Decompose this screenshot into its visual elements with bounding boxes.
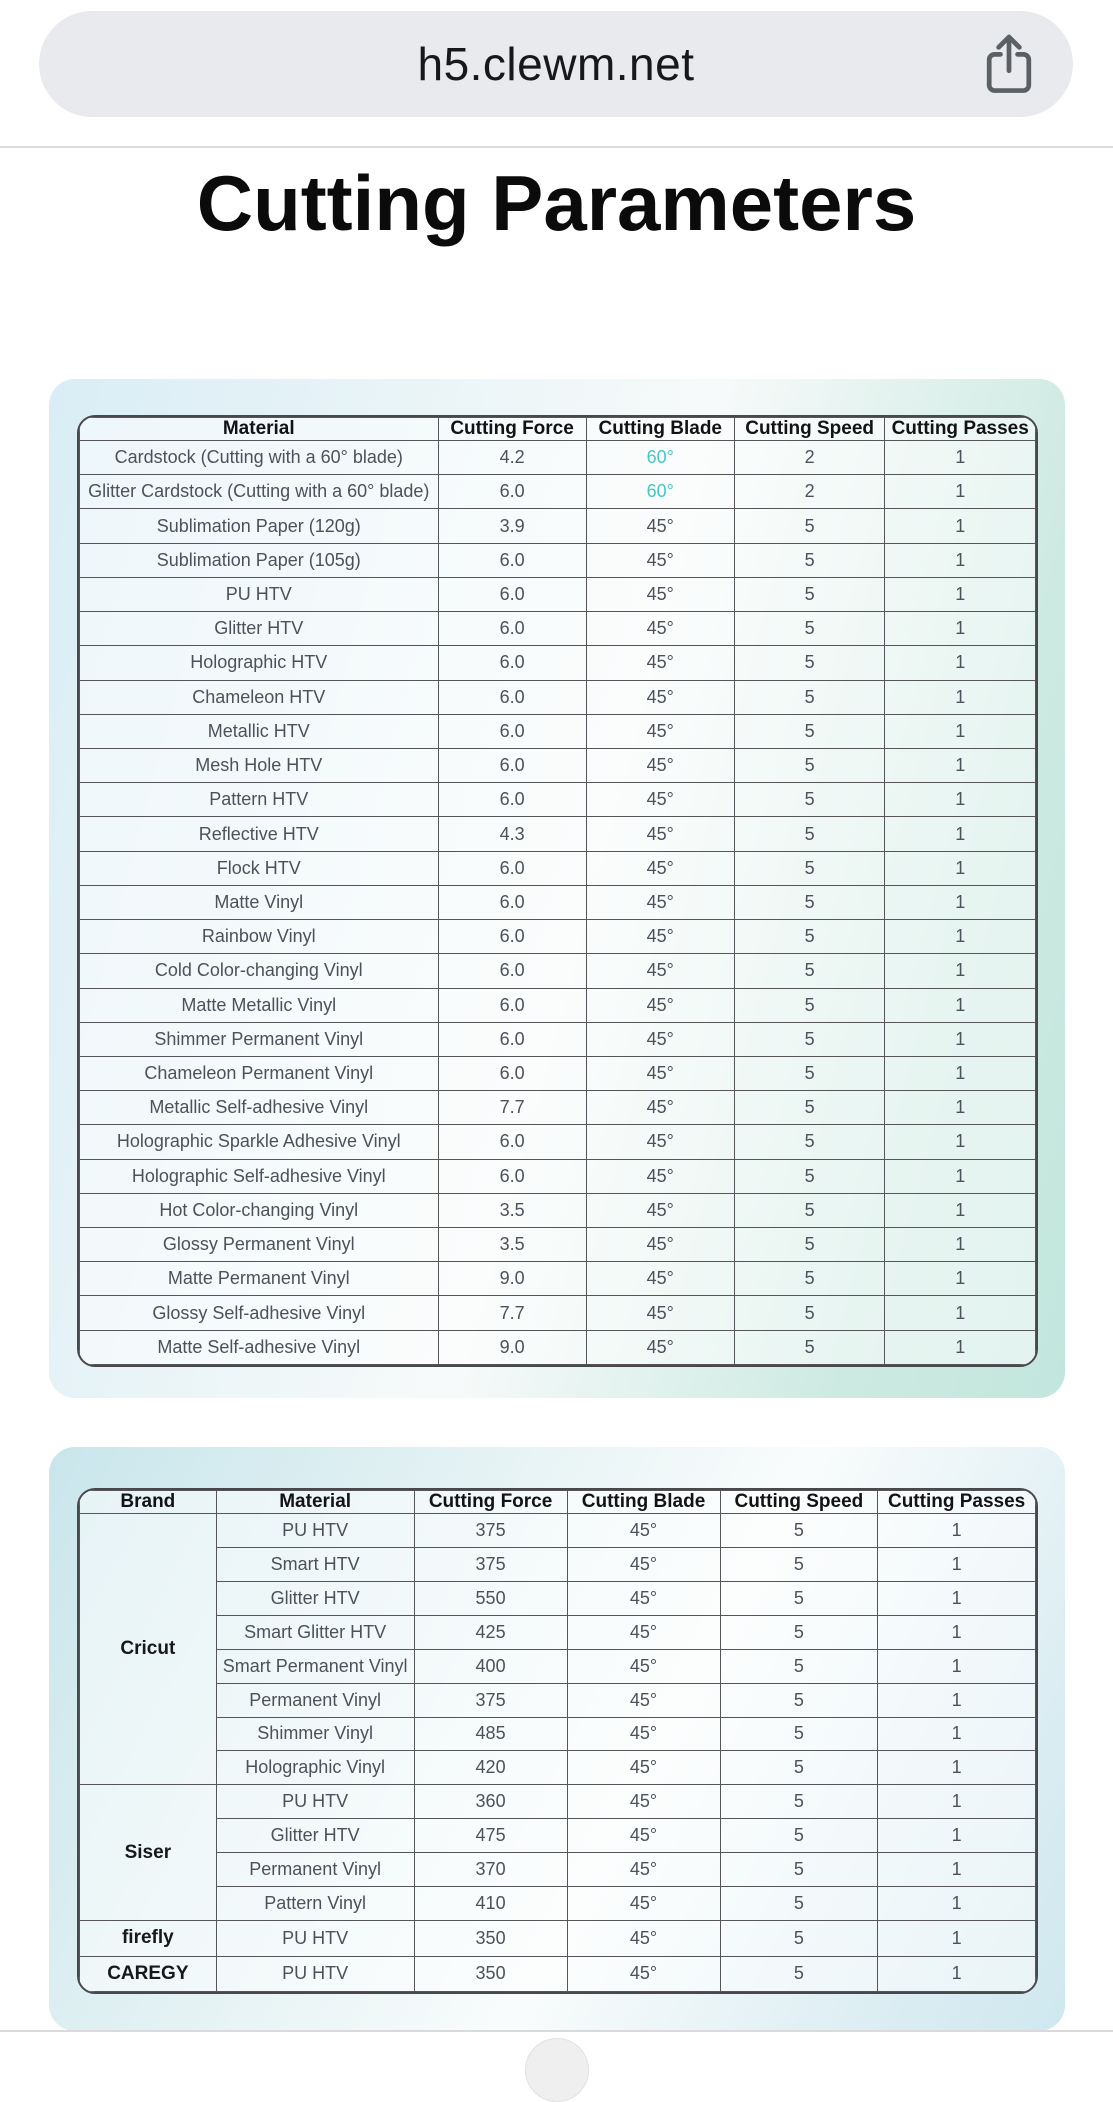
cell: 6.0 (438, 1159, 586, 1193)
materials-header-row (80, 418, 1036, 441)
cell: 1 (885, 1262, 1036, 1296)
cell: PU HTV (216, 1785, 414, 1819)
cell: 6.0 (438, 783, 586, 817)
cell: 1 (878, 1853, 1036, 1887)
cell: 5 (734, 612, 885, 646)
cell: 5 (734, 988, 885, 1022)
column-header-material: Material (80, 418, 439, 441)
cell: 45° (586, 577, 734, 611)
column-header-cutting-force: Cutting Force (438, 418, 586, 441)
cell: 1 (878, 1649, 1036, 1683)
table-row (80, 1717, 1036, 1751)
cell: 410 (414, 1887, 567, 1921)
cell: 2 (734, 441, 885, 475)
cell: 9.0 (438, 1262, 586, 1296)
cell: 1 (885, 851, 1036, 885)
table-row (80, 1956, 1036, 1991)
cell: 45° (586, 1125, 734, 1159)
cell: 5 (734, 1091, 885, 1125)
cell: 485 (414, 1717, 567, 1751)
cell: 1 (885, 1193, 1036, 1227)
cell: 6.0 (438, 954, 586, 988)
cell: Shimmer Vinyl (216, 1717, 414, 1751)
cell: 1 (878, 1751, 1036, 1785)
brands-table (79, 1490, 1036, 1992)
cell: 9.0 (438, 1330, 586, 1364)
cell: 5 (720, 1853, 878, 1887)
table-row (80, 1228, 1036, 1262)
cell: Mesh Hole HTV (80, 748, 439, 782)
cell: 375 (414, 1683, 567, 1717)
brand-cell-siser: Siser (80, 1785, 217, 1921)
cell: 6.0 (438, 1125, 586, 1159)
table-row (80, 851, 1036, 885)
cell: 45° (586, 954, 734, 988)
table-row (80, 1853, 1036, 1887)
brand-cell-caregy: CAREGY (80, 1956, 217, 1991)
cell: 550 (414, 1581, 567, 1615)
cell: 2 (734, 475, 885, 509)
cell: 5 (734, 714, 885, 748)
cell: 45° (586, 1159, 734, 1193)
table-row (80, 714, 1036, 748)
cell: 1 (878, 1887, 1036, 1921)
cell: 45° (567, 1615, 720, 1649)
cell: 45° (567, 1717, 720, 1751)
cell: 475 (414, 1819, 567, 1853)
cell: PU HTV (216, 1921, 414, 1956)
cell: 45° (567, 1649, 720, 1683)
table-row (80, 954, 1036, 988)
cell: 45° (586, 1296, 734, 1330)
cell: 45° (586, 988, 734, 1022)
cell: 4.2 (438, 441, 586, 475)
cell: 6.0 (438, 920, 586, 954)
cell: 45° (586, 612, 734, 646)
cell: 60° (586, 441, 734, 475)
cell: 6.0 (438, 577, 586, 611)
cell: 45° (567, 1751, 720, 1785)
url-bar[interactable] (39, 11, 1073, 117)
cell: 5 (734, 1022, 885, 1056)
cell: 6.0 (438, 680, 586, 714)
cell: Sublimation Paper (105g) (80, 543, 439, 577)
column-header-cutting-force: Cutting Force (414, 1491, 567, 1514)
cell: 5 (720, 1581, 878, 1615)
cell: 5 (734, 885, 885, 919)
cell: PU HTV (80, 577, 439, 611)
cell: 1 (885, 1330, 1036, 1364)
cell: Smart HTV (216, 1547, 414, 1581)
cell: 1 (885, 441, 1036, 475)
column-header-cutting-passes: Cutting Passes (885, 418, 1036, 441)
cell: PU HTV (216, 1514, 414, 1548)
cell: 1 (878, 1683, 1036, 1717)
cell: Pattern HTV (80, 783, 439, 817)
cell: 1 (878, 1785, 1036, 1819)
cell: Permanent Vinyl (216, 1683, 414, 1717)
table-row (80, 1193, 1036, 1227)
share-button[interactable] (979, 28, 1039, 100)
cell: Reflective HTV (80, 817, 439, 851)
table-row (80, 1819, 1036, 1853)
cell: 5 (720, 1717, 878, 1751)
cell: 1 (885, 714, 1036, 748)
table-row (80, 1581, 1036, 1615)
cell: Holographic Self-adhesive Vinyl (80, 1159, 439, 1193)
table-row (80, 1649, 1036, 1683)
cell: Chameleon HTV (80, 680, 439, 714)
cell: 45° (567, 1956, 720, 1991)
cell: 45° (586, 1330, 734, 1364)
cell: 1 (878, 1717, 1036, 1751)
cell: Metallic HTV (80, 714, 439, 748)
cell: 1 (885, 817, 1036, 851)
cell: Flock HTV (80, 851, 439, 885)
cell: Glitter Cardstock (Cutting with a 60° blade) (80, 475, 439, 509)
cell: 45° (586, 1262, 734, 1296)
cell: Rainbow Vinyl (80, 920, 439, 954)
cell: 5 (720, 1887, 878, 1921)
brand-cell-firefly: firefly (80, 1921, 217, 1956)
cell: 5 (734, 851, 885, 885)
cell: 6.0 (438, 988, 586, 1022)
cell: Glitter HTV (216, 1581, 414, 1615)
cell: 1 (885, 1159, 1036, 1193)
table-row (80, 885, 1036, 919)
cell: 45° (567, 1853, 720, 1887)
cell: 1 (885, 748, 1036, 782)
cell: 350 (414, 1921, 567, 1956)
cell: 1 (885, 954, 1036, 988)
cell: 1 (878, 1514, 1036, 1548)
cell: 1 (885, 543, 1036, 577)
cell: 5 (720, 1683, 878, 1717)
cell: Glossy Self-adhesive Vinyl (80, 1296, 439, 1330)
cell: Permanent Vinyl (216, 1853, 414, 1887)
cell: 6.0 (438, 885, 586, 919)
cell: 375 (414, 1547, 567, 1581)
cell: 5 (734, 1193, 885, 1227)
table-row (80, 1887, 1036, 1921)
cell: 1 (878, 1547, 1036, 1581)
table-row (80, 577, 1036, 611)
cell: 5 (720, 1921, 878, 1956)
cell: Smart Glitter HTV (216, 1615, 414, 1649)
brands-header-row (80, 1491, 1036, 1514)
table-row (80, 509, 1036, 543)
cell: 45° (586, 714, 734, 748)
cell: 400 (414, 1649, 567, 1683)
cell: 1 (885, 1022, 1036, 1056)
cell: 45° (567, 1819, 720, 1853)
cell: 4.3 (438, 817, 586, 851)
materials-table (79, 417, 1036, 1365)
table-row (80, 1330, 1036, 1364)
column-header-cutting-blade: Cutting Blade (586, 418, 734, 441)
cell: 5 (720, 1751, 878, 1785)
column-header-brand: Brand (80, 1491, 217, 1514)
cell: 45° (586, 543, 734, 577)
cell: 5 (720, 1956, 878, 1991)
cell: 370 (414, 1853, 567, 1887)
table-row (80, 1262, 1036, 1296)
cell: 1 (885, 1091, 1036, 1125)
cell: 6.0 (438, 612, 586, 646)
table-row (80, 646, 1036, 680)
cell: 45° (586, 783, 734, 817)
materials-card (49, 379, 1065, 1398)
bottom-divider (0, 2030, 1113, 2032)
cell: 1 (885, 1056, 1036, 1090)
cell: 45° (586, 1091, 734, 1125)
cell: 5 (734, 1330, 885, 1364)
cell: Metallic Self-adhesive Vinyl (80, 1091, 439, 1125)
cell: 7.7 (438, 1091, 586, 1125)
table-row (80, 680, 1036, 714)
cell: 5 (734, 1125, 885, 1159)
cell: 1 (878, 1956, 1036, 1991)
table-row (80, 1547, 1036, 1581)
cell: 5 (720, 1649, 878, 1683)
cell: 45° (586, 885, 734, 919)
cell: 1 (885, 577, 1036, 611)
table-row (80, 1683, 1036, 1717)
cell: 1 (885, 1125, 1036, 1159)
column-header-cutting-blade: Cutting Blade (567, 1491, 720, 1514)
cell: 1 (878, 1819, 1036, 1853)
cell: 45° (567, 1887, 720, 1921)
cell: 60° (586, 475, 734, 509)
table-row (80, 1296, 1036, 1330)
table-row (80, 475, 1036, 509)
cell: 5 (734, 1228, 885, 1262)
cell: 45° (567, 1921, 720, 1956)
cell: 1 (885, 1296, 1036, 1330)
cell: 45° (586, 851, 734, 885)
cell: 6.0 (438, 1056, 586, 1090)
cell: 6.0 (438, 748, 586, 782)
table-row (80, 543, 1036, 577)
table-row (80, 920, 1036, 954)
cell: Matte Metallic Vinyl (80, 988, 439, 1022)
cell: 45° (586, 680, 734, 714)
cell: 5 (734, 680, 885, 714)
cell: Chameleon Permanent Vinyl (80, 1056, 439, 1090)
cell: 5 (720, 1615, 878, 1649)
table-row (80, 1056, 1036, 1090)
cell: 5 (720, 1547, 878, 1581)
cell: 45° (586, 509, 734, 543)
cell: 5 (734, 748, 885, 782)
cell: 3.9 (438, 509, 586, 543)
cell: 360 (414, 1785, 567, 1819)
browser-top-bar (0, 0, 1113, 148)
cell: 45° (586, 1056, 734, 1090)
cell: 5 (734, 577, 885, 611)
cell: 5 (734, 1159, 885, 1193)
cell: 45° (567, 1514, 720, 1548)
cell: Holographic Vinyl (216, 1751, 414, 1785)
materials-table-wrapper (77, 415, 1038, 1367)
table-row (80, 748, 1036, 782)
cell: 45° (567, 1683, 720, 1717)
cell: Cardstock (Cutting with a 60° blade) (80, 441, 439, 475)
cell: 45° (586, 1193, 734, 1227)
cell: 5 (734, 543, 885, 577)
cell: Pattern Vinyl (216, 1887, 414, 1921)
cell: Hot Color-changing Vinyl (80, 1193, 439, 1227)
cell: 1 (885, 612, 1036, 646)
table-row (80, 1921, 1036, 1956)
cell: 3.5 (438, 1193, 586, 1227)
cell: 45° (586, 817, 734, 851)
cell: Glossy Permanent Vinyl (80, 1228, 439, 1262)
table-row (80, 1514, 1036, 1548)
page-title: Cutting Parameters (196, 159, 917, 247)
cell: 1 (885, 509, 1036, 543)
cell: Holographic Sparkle Adhesive Vinyl (80, 1125, 439, 1159)
cell: 45° (586, 1228, 734, 1262)
cell: 45° (586, 1022, 734, 1056)
cell: 425 (414, 1615, 567, 1649)
cell: 1 (885, 920, 1036, 954)
cell: 5 (734, 509, 885, 543)
cell: Shimmer Permanent Vinyl (80, 1022, 439, 1056)
cell: 375 (414, 1514, 567, 1548)
table-row (80, 1785, 1036, 1819)
column-header-cutting-speed: Cutting Speed (720, 1491, 878, 1514)
cell: 6.0 (438, 646, 586, 680)
table-row (80, 1125, 1036, 1159)
table-row (80, 817, 1036, 851)
cell: 3.5 (438, 1228, 586, 1262)
table-row (80, 1615, 1036, 1649)
cell: 6.0 (438, 543, 586, 577)
table-row (80, 988, 1036, 1022)
cell: 5 (720, 1785, 878, 1819)
cell: 1 (885, 783, 1036, 817)
table-row (80, 783, 1036, 817)
cell: Holographic HTV (80, 646, 439, 680)
cell: 5 (720, 1514, 878, 1548)
cell: 6.0 (438, 1022, 586, 1056)
cell: 45° (586, 748, 734, 782)
cell: 5 (720, 1819, 878, 1853)
cell: 6.0 (438, 851, 586, 885)
cell: 1 (885, 646, 1036, 680)
table-row (80, 441, 1036, 475)
cell: 5 (734, 1056, 885, 1090)
cell: 6.0 (438, 714, 586, 748)
cell: Sublimation Paper (120g) (80, 509, 439, 543)
cell: 6.0 (438, 475, 586, 509)
cell: 1 (878, 1615, 1036, 1649)
column-header-cutting-passes: Cutting Passes (878, 1491, 1036, 1514)
cell: 45° (567, 1547, 720, 1581)
cell: 5 (734, 954, 885, 988)
cell: 5 (734, 920, 885, 954)
cell: 1 (878, 1581, 1036, 1615)
cell: Glitter HTV (216, 1819, 414, 1853)
cell: 45° (567, 1581, 720, 1615)
cell: 5 (734, 783, 885, 817)
cell: Matte Vinyl (80, 885, 439, 919)
cell: 7.7 (438, 1296, 586, 1330)
cell: 350 (414, 1956, 567, 1991)
cell: 5 (734, 1262, 885, 1296)
url-text: h5.clewm.net (417, 38, 695, 90)
brands-card (49, 1447, 1065, 2031)
table-row (80, 1022, 1036, 1056)
table-row (80, 1751, 1036, 1785)
column-header-material: Material (216, 1491, 414, 1514)
share-icon (982, 31, 1036, 97)
cell: 45° (586, 646, 734, 680)
brand-cell-cricut: Cricut (80, 1514, 217, 1785)
cell: 1 (885, 680, 1036, 714)
cell: 1 (885, 1228, 1036, 1262)
cell: Matte Self-adhesive Vinyl (80, 1330, 439, 1364)
cell: 5 (734, 817, 885, 851)
brands-table-wrapper (77, 1488, 1038, 1994)
table-row (80, 1159, 1036, 1193)
cell: 420 (414, 1751, 567, 1785)
cell: Cold Color-changing Vinyl (80, 954, 439, 988)
cell: Glitter HTV (80, 612, 439, 646)
cell: 5 (734, 1296, 885, 1330)
table-row (80, 612, 1036, 646)
cell: 1 (878, 1921, 1036, 1956)
cell: PU HTV (216, 1956, 414, 1991)
cell: 45° (586, 920, 734, 954)
cell: 1 (885, 475, 1036, 509)
cell: Smart Permanent Vinyl (216, 1649, 414, 1683)
cell: 45° (567, 1785, 720, 1819)
cell: 5 (734, 646, 885, 680)
table-row (80, 1091, 1036, 1125)
column-header-cutting-speed: Cutting Speed (734, 418, 885, 441)
cell: 1 (885, 885, 1036, 919)
cell: Matte Permanent Vinyl (80, 1262, 439, 1296)
cell: 1 (885, 988, 1036, 1022)
